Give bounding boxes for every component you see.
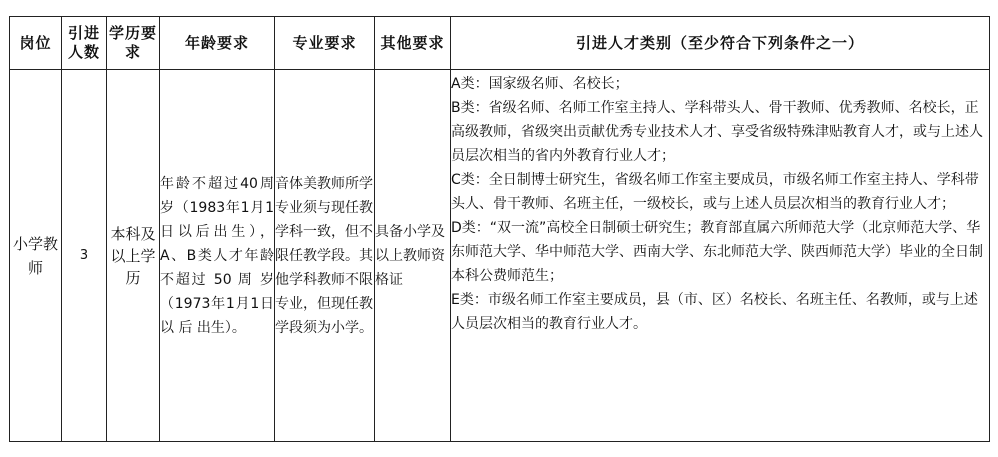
cell-categories xyxy=(451,70,990,442)
cell-age: 年龄不超过40周岁（1983年1月1日以后出生），A、B类人才年龄不超过 50 周 岁（1973年1月1日 以 后 出生）。 xyxy=(160,70,275,442)
category-list xyxy=(451,70,989,336)
cell-other: 具备小学及以上教师资格证 xyxy=(375,70,451,442)
header-age: 年龄要求 xyxy=(160,17,275,70)
category-b: B类：省级名师、名师工作室主持人、学科带头人、骨干教师、优秀教师、名校长，正高级教师，省级突出贡献优秀专业技术人才、享受省级特殊津贴教育人才，或与上述人员层次相当的省内外教育行业人才； xyxy=(451,100,983,164)
category-c: C类：全日制博士研究生，省级名师工作室主要成员，市级名师工作室主持人、学科带头人、骨干教师、名班主任，一级校长，或与上述人员层次相当的教育行业人才； xyxy=(451,172,979,212)
cell-count: 3 xyxy=(62,70,107,442)
header-other: 其他要求 xyxy=(375,17,451,70)
cell-education: 本科及以上学历 xyxy=(107,70,160,442)
cell-post: 小学教师 xyxy=(10,70,62,442)
header-count: 引进人数 xyxy=(62,17,107,70)
header-row xyxy=(10,17,990,70)
cell-major: 音体美教师所学专业须与现任教学科一致，但不限任教学段。其他学科教师不限专业，但现任教学段须为小学。 xyxy=(275,70,375,442)
category-a: A类：国家级名师、名校长； xyxy=(451,76,629,92)
recruitment-table xyxy=(9,16,990,442)
header-categories: 引进人才类别（至少符合下列条件之一） xyxy=(451,17,990,70)
category-e: E类：市级名师工作室主要成员，县（市、区）名校长、名班主任、名教师，或与上述人员层次相当的教育行业人才。 xyxy=(451,292,978,332)
header-education: 学历要求 xyxy=(107,17,160,70)
header-major: 专业要求 xyxy=(275,17,375,70)
header-post: 岗位 xyxy=(10,17,62,70)
category-d: D类：“双一流”高校全日制硕士研究生；教育部直属六所师范大学（北京师范大学、华东师范大学、华中师范大学、西南大学、东北师范大学、陕西师范大学）毕业的全日制本科公费师范生； xyxy=(451,220,983,284)
table-row xyxy=(10,70,990,442)
